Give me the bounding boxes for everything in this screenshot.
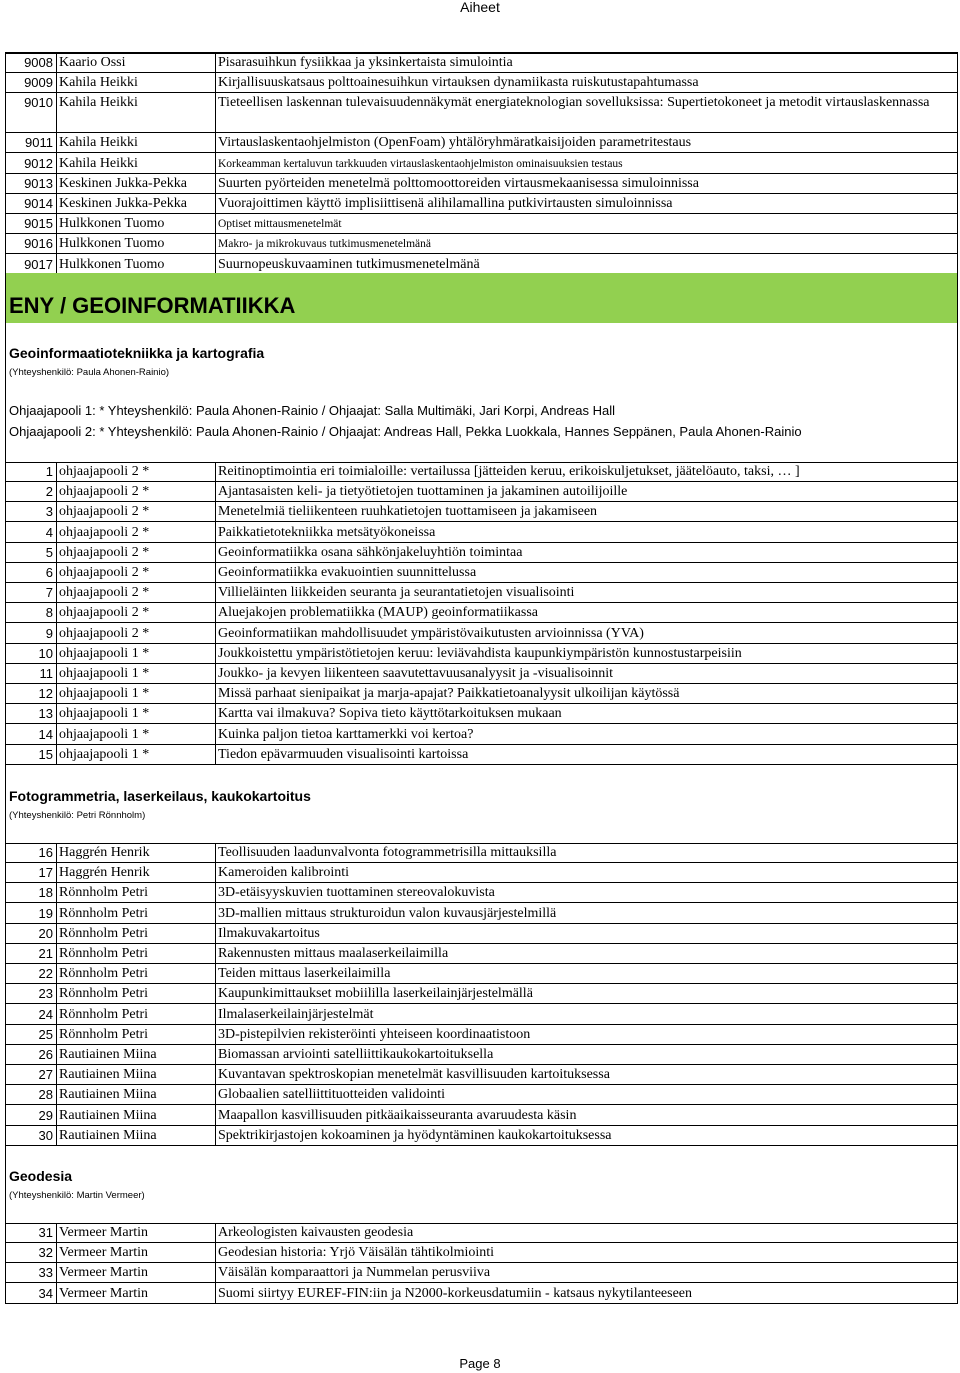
- table-row: [6, 745, 957, 765]
- table-row: [6, 133, 957, 153]
- geoinfo-heading: Geoinformaatiotekniikka ja kartografia: [9, 345, 265, 361]
- spreadsheet-area: [5, 52, 958, 1304]
- table-row: [6, 543, 957, 563]
- row-name: Rautiainen Miina: [59, 1047, 157, 1062]
- table-row: [6, 624, 957, 644]
- row-name: Kahila Heikki: [59, 155, 138, 171]
- table-top-border: [6, 1223, 957, 1224]
- row-number: 6: [45, 565, 53, 580]
- row-topic: Makro- ja mikrokuvaus tutkimusmenetelmänä: [218, 238, 432, 251]
- row-number: 30: [38, 1127, 53, 1143]
- geodesia-contact: (Yhteyshenkilö: Martin Vermeer): [9, 1190, 145, 1201]
- row-name: ohjaajapooli 2 *: [59, 544, 150, 560]
- row-number: 28: [38, 1087, 53, 1103]
- row-number: 9012: [24, 155, 53, 171]
- geodesia-heading: Geodesia: [9, 1168, 73, 1184]
- fotogrammetria-contact: (Yhteyshenkilö: Petri Rönnholm): [9, 810, 146, 821]
- row-name: Kahila Heikki: [59, 95, 138, 111]
- table-row: [6, 924, 957, 944]
- row-topic: Kuinka paljon tietoa karttamerkki voi kertoa?: [218, 726, 474, 742]
- table-top-border: [6, 462, 957, 463]
- table-row: [6, 664, 957, 684]
- row-name: Kahila Heikki: [59, 75, 138, 91]
- row-topic: Vuorajoittimen käyttö implisiittisenä alihilamallina putkivirtausten simuloinnissa: [218, 196, 673, 211]
- table-row: [6, 53, 957, 73]
- table-row: [6, 1085, 957, 1105]
- row-name: Hulkkonen Tuomo: [59, 256, 165, 272]
- row-topic: Tiedon epävarmuuden visualisointi kartoissa: [218, 746, 469, 762]
- table-row: [6, 523, 957, 543]
- row-number: 2: [45, 484, 53, 500]
- table-row: [6, 964, 957, 984]
- column-divider: [215, 1223, 216, 1304]
- row-name: ohjaajapooli 2 *: [59, 504, 150, 520]
- table-row: [6, 563, 957, 583]
- row-topic: Aluejakojen problematiikka (MAUP) geoinformatiikassa: [218, 605, 538, 621]
- row-number: 31: [38, 1225, 53, 1240]
- table-row: [6, 194, 957, 214]
- row-number: 15: [38, 746, 53, 762]
- row-name: Rönnholm Petri: [59, 986, 149, 1002]
- row-name: Vermeer Martin: [59, 1285, 149, 1301]
- geoinfo-contact: (Yhteyshenkilö: Paula Ahonen-Rainio): [9, 367, 170, 378]
- row-topic: Korkeamman kertaluvun tarkkuuden virtauslaskentaohjelmiston ominaisuuksien testaus: [218, 157, 623, 170]
- page-header: Aiheet: [460, 0, 500, 15]
- row-number: 10: [38, 645, 53, 661]
- row-number: 7: [45, 585, 53, 601]
- row-number: 9014: [24, 196, 53, 211]
- row-topic: Kirjallisuuskatsaus polttoainesuihkun virtauksen dynamiikasta ruiskutustapahtumassa: [218, 75, 699, 91]
- row-number: 18: [38, 885, 53, 901]
- row-topic: 3D-pistepilvien rekisteröinti yhteiseen koordinaatistoon: [218, 1026, 531, 1042]
- row-name: Rönnholm Petri: [59, 1006, 149, 1022]
- row-name: Rautiainen Miina: [59, 1127, 157, 1143]
- table-row: [6, 1126, 957, 1146]
- row-topic: Optiset mittausmenetelmät: [218, 218, 342, 231]
- table-row: [6, 1025, 957, 1045]
- table-row: [6, 883, 957, 903]
- table-row: [6, 1223, 957, 1243]
- table-row: [6, 704, 957, 724]
- row-topic: Ajantasaisten keli- ja tietyötietojen tuottaminen ja jakaminen autoilijoille: [218, 484, 628, 500]
- row-name: Rautiainen Miina: [59, 1087, 157, 1103]
- table-row: [6, 462, 957, 482]
- column-divider: [56, 843, 57, 1146]
- column-divider: [56, 53, 57, 275]
- row-topic: Ilmakuvakartoitus: [218, 925, 320, 941]
- table-row: [6, 174, 957, 194]
- table-row: [6, 583, 957, 603]
- row-name: ohjaajapooli 1 *: [59, 746, 150, 762]
- row-name: Rönnholm Petri: [59, 925, 149, 941]
- table-row: [6, 603, 957, 623]
- table-row: [6, 1065, 957, 1085]
- row-number: 20: [38, 925, 53, 941]
- fotogrammetria-heading: Fotogrammetria, laserkeilaus, kaukokartoitus: [9, 788, 311, 804]
- row-number: 9017: [24, 256, 53, 272]
- row-topic: Paikkatietotekniikka metsätyökoneissa: [218, 524, 436, 540]
- row-topic: Kaupunkimittaukset mobiililla laserkeilainjärjestelmällä: [218, 986, 533, 1002]
- row-topic: Maapallon kasvillisuuden pitkäaikaisseuranta avaruudesta käsin: [218, 1107, 577, 1123]
- row-topic: Geoinformatiikka evakuointien suunnittelussa: [218, 565, 477, 580]
- row-number: 19: [38, 905, 53, 921]
- row-name: ohjaajapooli 2 *: [59, 484, 150, 500]
- table-top-border: [6, 53, 957, 54]
- row-number: 33: [38, 1265, 53, 1281]
- row-number: 1: [45, 464, 53, 479]
- row-number: 16: [38, 845, 53, 860]
- row-topic: Kuvantavan spektroskopian menetelmät kasvillisuuden kartoituksessa: [218, 1067, 610, 1083]
- row-topic: Joukko- ja kevyen liikenteen saavutettavuusanalyysit ja -visualisoinnit: [218, 666, 614, 681]
- row-topic: Teiden mittaus laserkeilaimilla: [218, 966, 391, 982]
- row-topic: Globaalien satelliittituotteiden validointi: [218, 1087, 446, 1103]
- row-name: ohjaajapooli 2 *: [59, 585, 150, 601]
- row-topic: Geodesian historia: Yrjö Väisälän tähtikolmiointi: [218, 1245, 495, 1261]
- row-topic: Menetelmiä tieliikenteen ruuhkatietojen tuottamiseen ja jakamiseen: [218, 504, 598, 520]
- row-name: ohjaajapooli 1 *: [59, 666, 150, 681]
- row-name: ohjaajapooli 2 *: [59, 565, 150, 580]
- row-topic: Kartta vai ilmakuva? Sopiva tieto käyttötarkoituksen mukaan: [218, 706, 562, 722]
- row-topic: 3D-mallien mittaus strukturoidun valon kuvausjärjestelmillä: [218, 905, 557, 921]
- row-topic: Pisarasuihkun fysiikkaa ja yksinkertaista simulointia: [218, 55, 513, 70]
- row-name: Vermeer Martin: [59, 1245, 149, 1261]
- table-row: [6, 1005, 957, 1025]
- table-row: [6, 482, 957, 502]
- row-name: Vermeer Martin: [59, 1225, 149, 1240]
- table-row: [6, 1284, 957, 1304]
- row-number: 9009: [24, 75, 53, 91]
- row-number: 34: [38, 1285, 53, 1301]
- table-row: [6, 1263, 957, 1283]
- table-row: [6, 234, 957, 254]
- row-number: 5: [45, 544, 53, 560]
- row-number: 8: [45, 605, 53, 621]
- row-name: Kahila Heikki: [59, 135, 138, 151]
- row-name: Rönnholm Petri: [59, 885, 149, 901]
- row-name: Rautiainen Miina: [59, 1107, 157, 1123]
- row-topic: Missä parhaat sienipaikat ja marja-apajat? Paikkatietoanalyysit ulkoilijan käytössä: [218, 686, 680, 702]
- table-row: [6, 1045, 957, 1065]
- row-name: Kaario Ossi: [59, 55, 126, 70]
- row-topic: Teollisuuden laadunvalvonta fotogrammetrisilla mittauksilla: [218, 845, 557, 860]
- row-name: Haggrén Henrik: [59, 845, 150, 860]
- row-number: 23: [38, 986, 53, 1002]
- table-row: [6, 1243, 957, 1263]
- row-name: ohjaajapooli 1 *: [59, 645, 150, 661]
- table-row: [6, 502, 957, 522]
- row-number: 14: [38, 726, 53, 742]
- section-title: ENY / GEOINFORMATIIKKA: [9, 293, 296, 318]
- table-row: [6, 904, 957, 924]
- row-number: 25: [38, 1026, 53, 1042]
- table-row: [6, 93, 957, 133]
- row-name: Rönnholm Petri: [59, 905, 149, 921]
- row-name: ohjaajapooli 1 *: [59, 726, 150, 742]
- row-number: 12: [38, 686, 53, 702]
- row-number: 9015: [24, 216, 53, 232]
- row-topic: Suurten pyörteiden menetelmä polttomoottoreiden virtausmekaanisessa simuloinnissa: [218, 175, 699, 191]
- table-row: [6, 684, 957, 704]
- row-number: 17: [38, 865, 53, 881]
- row-topic: Suurnopeuskuvaaminen tutkimusmenetelmänä: [218, 256, 480, 272]
- row-topic: Villieläinten liikkeiden seuranta ja seurantatietojen visualisointi: [218, 585, 575, 601]
- row-topic: Ilmalaserkeilainjärjestelmät: [218, 1006, 374, 1022]
- row-number: 21: [38, 946, 53, 961]
- table-row: [6, 214, 957, 234]
- row-number: 9008: [24, 55, 53, 70]
- row-number: 27: [38, 1067, 53, 1083]
- row-topic: Kameroiden kalibrointi: [218, 865, 350, 881]
- table-row: [6, 255, 957, 275]
- row-number: 3: [45, 504, 53, 520]
- table-top-border: [6, 843, 957, 844]
- row-topic: Biomassan arviointi satelliittikaukokartoituksella: [218, 1047, 494, 1062]
- column-divider: [215, 53, 216, 275]
- row-name: Rönnholm Petri: [59, 966, 149, 982]
- row-number: 13: [38, 706, 53, 722]
- row-topic: 3D-etäisyyskuvien tuottaminen stereovalokuvista: [218, 885, 495, 901]
- row-topic: Joukkoistettu ympäristötietojen keruu: leviävahdista kaupunkiympäristön kunnostustarpeisiin: [218, 645, 742, 661]
- table-row: [6, 644, 957, 664]
- row-number: 9010: [24, 95, 53, 111]
- table-row: [6, 1106, 957, 1126]
- row-name: ohjaajapooli 2 *: [59, 625, 150, 641]
- table-row: [6, 725, 957, 745]
- row-number: 9: [45, 625, 53, 641]
- row-name: ohjaajapooli 2 *: [59, 464, 150, 479]
- pool-1-info: Ohjaajapooli 1: * Yhteyshenkilö: Paula Ahonen-Rainio / Ohjaajat: Salla Multimäki, Jari Korpi, Andreas Hall: [9, 403, 616, 418]
- row-name: ohjaajapooli 1 *: [59, 706, 150, 722]
- column-divider: [215, 843, 216, 1146]
- table-row: [6, 154, 957, 174]
- row-name: Keskinen Jukka-Pekka: [59, 175, 187, 191]
- column-divider: [215, 462, 216, 765]
- row-topic: Tieteellisen laskennan tulevaisuudennäkymät energiateknologian sovelluksissa: Supertietokoneet ja metodit virtauslaskennassa: [218, 95, 930, 111]
- row-topic: Geoinformatiikan mahdollisuudet ympäristövaikutusten arvioinnissa (YVA): [218, 625, 644, 641]
- row-name: Hulkkonen Tuomo: [59, 216, 165, 232]
- row-name: Rautiainen Miina: [59, 1067, 157, 1083]
- table-row: [6, 73, 957, 93]
- row-name: Rönnholm Petri: [59, 1026, 149, 1042]
- row-name: ohjaajapooli 2 *: [59, 605, 150, 621]
- row-topic: Väisälän komparaattori ja Nummelan perusviiva: [218, 1265, 491, 1281]
- row-topic: Virtauslaskentaohjelmiston (OpenFoam) yhtälöryhmäratkaisijoiden parametritestaus: [218, 135, 692, 151]
- row-number: 9016: [24, 236, 53, 252]
- table-row: [6, 843, 957, 863]
- row-number: 29: [38, 1107, 53, 1123]
- table-row: [6, 944, 957, 964]
- row-name: Hulkkonen Tuomo: [59, 236, 165, 252]
- row-name: ohjaajapooli 1 *: [59, 686, 150, 702]
- page-footer: Page 8: [459, 1356, 501, 1371]
- row-name: Haggrén Henrik: [59, 865, 150, 881]
- column-divider: [56, 1223, 57, 1304]
- row-name: ohjaajapooli 2 *: [59, 524, 150, 540]
- table-row: [6, 863, 957, 883]
- row-topic: Geoinformatiikka osana sähkönjakeluyhtiön toimintaa: [218, 544, 523, 560]
- column-divider: [56, 462, 57, 765]
- row-number: 26: [38, 1047, 53, 1062]
- pool-2-info: Ohjaajapooli 2: * Yhteyshenkilö: Paula Ahonen-Rainio / Ohjaajat: Andreas Hall, Pekka Luokkala, Hannes Seppänen, Paula Ahonen-Rainio: [9, 424, 802, 439]
- row-number: 4: [45, 524, 53, 540]
- row-topic: Arkeologisten kaivausten geodesia: [218, 1225, 414, 1240]
- row-number: 32: [38, 1245, 53, 1261]
- row-topic: Rakennusten mittaus maalaserkeilaimilla: [218, 946, 449, 961]
- row-number: 9011: [25, 135, 53, 151]
- row-number: 24: [38, 1006, 53, 1022]
- row-topic: Spektrikirjastojen kokoaminen ja hyödyntäminen kaukokartoituksessa: [218, 1127, 612, 1143]
- row-name: Vermeer Martin: [59, 1265, 149, 1281]
- row-number: 11: [39, 666, 53, 681]
- row-name: Rönnholm Petri: [59, 946, 149, 961]
- row-topic: Reitinoptimointia eri toimialoille: vertailussa [jätteiden keruu, erikoiskuljetukset, jäätelöauto, taksi, … ]: [218, 464, 800, 479]
- row-number: 22: [38, 966, 53, 982]
- row-name: Keskinen Jukka-Pekka: [59, 196, 187, 211]
- row-number: 9013: [24, 175, 53, 191]
- table-row: [6, 984, 957, 1004]
- row-topic: Suomi siirtyy EUREF-FIN:iin ja N2000-korkeusdatumiin - katsaus nykytilanteeseen: [218, 1285, 692, 1301]
